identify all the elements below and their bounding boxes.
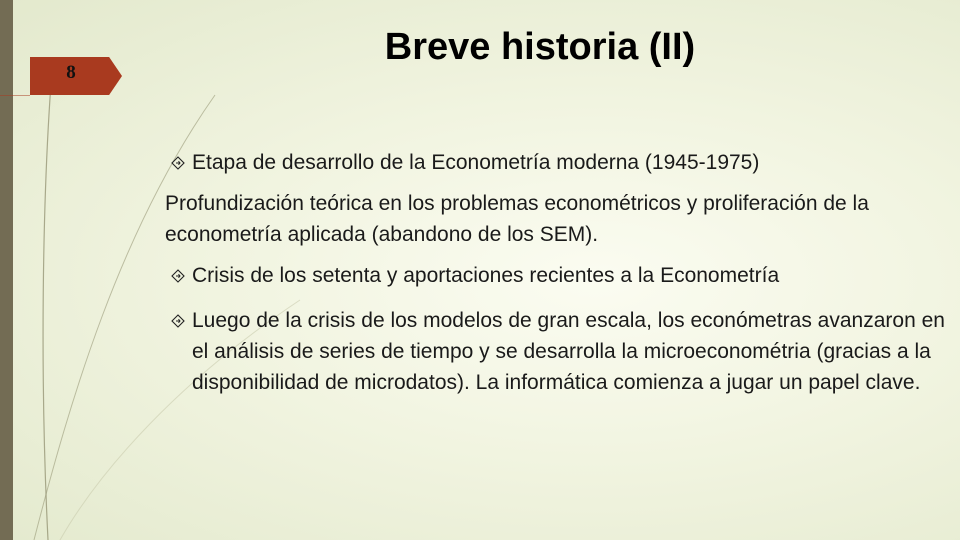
bullet-item xyxy=(165,147,950,178)
bullet-item xyxy=(165,260,950,291)
bullet-text: Crisis de los setenta y aportaciones recientes a la Econometría xyxy=(192,264,780,287)
slide-number: 8 xyxy=(66,62,76,83)
diamond-arrow-bullet-icon xyxy=(165,305,192,336)
diamond-arrow-bullet-icon xyxy=(165,260,192,291)
bullet-item xyxy=(165,305,950,398)
bullet-text: Etapa de desarrollo de la Econometría moderna (1945-1975) xyxy=(192,151,760,174)
diamond-arrow-bullet-icon xyxy=(165,147,192,178)
slide-number-line xyxy=(0,95,30,96)
bullet-text: Luego de la crisis de los modelos de gran escala, los económetras avanzaron en el análisis de series de tiempo y se desarrolla la microeconométria (gracias a la disponibilidad de microdatos). La informática comienza a jugar un papel clave. xyxy=(192,309,945,394)
paragraph-text: Profundización teórica en los problemas econométricos y proliferación de la econometría aplicada (abandono de los SEM). xyxy=(165,192,869,246)
slide-content xyxy=(165,147,950,398)
slide-title: Breve historia (II) xyxy=(384,26,696,68)
